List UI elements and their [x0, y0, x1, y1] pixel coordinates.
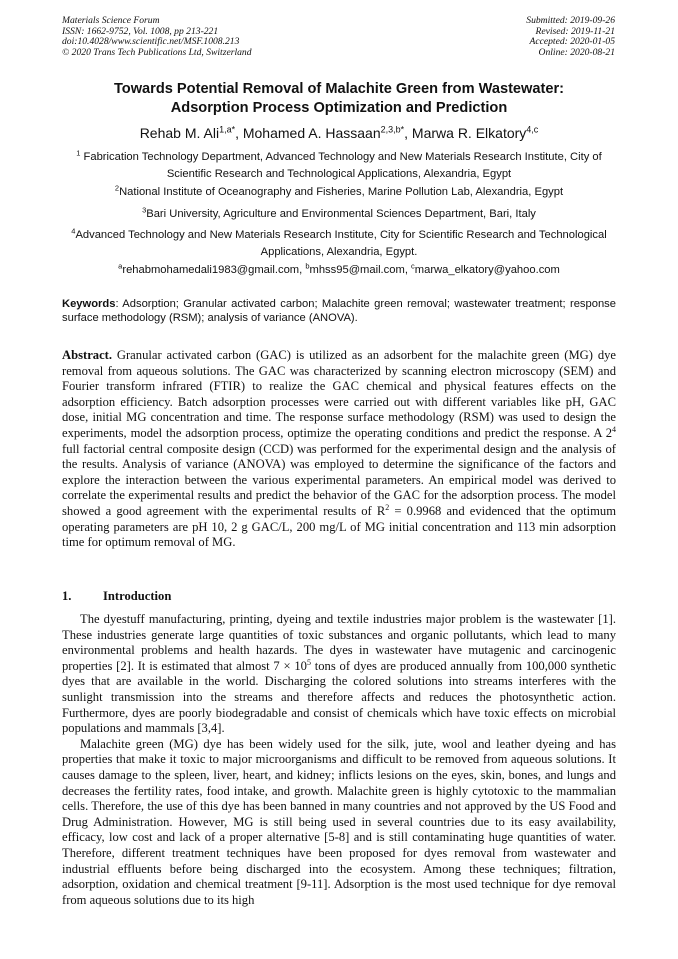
- dates-header: [526, 16, 615, 58]
- email-marker: b: [305, 261, 310, 271]
- keywords-label: Keywords: [62, 298, 116, 310]
- section-heading: [62, 589, 171, 605]
- email-marker: a: [118, 261, 123, 271]
- title-line-2: Adsorption Process Optimization and Prediction: [170, 100, 508, 116]
- affiliation-number: 2: [114, 183, 120, 193]
- introduction-body: [62, 612, 616, 908]
- affiliation-text: Advanced Technology and New Materials Research Institute, City for Scientific Research and Technological Applications, Alexandria, Egypt.: [75, 229, 607, 258]
- online-date: Online: 2020-08-21: [538, 46, 615, 58]
- section-number: 1.: [62, 589, 72, 603]
- affiliation: [60, 227, 618, 260]
- author-name: Mohamed A. Hassaan: [242, 125, 381, 141]
- paragraph: [62, 612, 616, 737]
- paragraph-text: tons of dyes are produced annually from 100,000 synthetic dyes that are available in the world. Discharging the colored solutions into streams interferes with the sunlight transmission into the streams and therefore affects and reduces the photosynthetic action. Furthermore, dyes are poorly biodegradable and consist of chemicals which have toxic effects on microbial populations and mammals [3,4].: [62, 658, 616, 736]
- author-name: Rehab M. Ali: [139, 125, 220, 141]
- email-link[interactable]: rehabmohamedali1983@gmail.com: [122, 264, 300, 276]
- abstract-label: Abstract.: [62, 348, 113, 362]
- affiliation: [60, 149, 618, 182]
- affiliation-number: 1: [76, 148, 81, 158]
- abstract-text: Granular activated carbon (GAC) is utilized as an adsorbent for the malachite green (MG) dye removal from aqueous solutions. The GAC was characterized by scanning electron microscopy (SEM) and Fourier transform infrared (FTIR) to realize the GAC chemical and physical features effects on the adsorption efficiency. Batch adsorption processes were carried out with different variables like pH, GAC dose, initial MG concentration and time. The response surface methodology (RSM) was used to design the experiments, model the adsorption process, optimize the operating conditions and predict the response. A 2: [62, 348, 616, 440]
- issn-line: ISSN: 1662-9752, Vol. 1008, pp 213-221: [62, 25, 219, 37]
- title-line-1: Towards Potential Removal of Malachite Green from Wastewater:: [113, 81, 565, 97]
- paper-title: [40, 80, 638, 118]
- submitted-date: Submitted: 2019-09-26: [526, 15, 615, 26]
- revised-date: Revised: 2019-11-21: [535, 25, 615, 37]
- affiliation: [60, 184, 618, 201]
- author-list: Rehab M. Ali$^{1,a*}$, Mohamed A. Hassaan$^{2,3,b*}$, Marwa R. Elkatory$^{4,c}$: [139, 124, 539, 141]
- paragraph-text: The dyestuff manufacturing, printing, dyeing and textile industries major problem is the wastewater [1]. These industries generate large quantities of toxic substances and organic pollutants, which lead to many environmental problems and health hazards. The dyes in wastewater have mutagenic and carcinogenic properties [2]. It is estimated that almost 7 × 10: [62, 612, 616, 673]
- affiliation-text: Bari University, Agriculture and Environmental Sciences Department, Bari, Italy: [146, 208, 536, 220]
- affiliation: [60, 206, 618, 223]
- abstract-text: full factorial central composite design (CCD) was performed for the experimental design and the analysis of the results. Analysis of variance (ANOVA) was employed to determine the significance of the factors and explore the interaction between the various experimental parameters. An empirical model was derived to correlate the experimental results and predict the behavior of the GAC for the adsorption process. The model showed a good agreement with the experimental results of R: [62, 441, 616, 518]
- affiliation-number: 3: [142, 205, 147, 215]
- email-link[interactable]: marwa_elkatory@yahoo.com: [414, 264, 560, 276]
- journal-header: [62, 16, 252, 58]
- section-title: Introduction: [103, 589, 172, 603]
- author-superscript: 2,3,b*: [380, 124, 405, 135]
- doi-line[interactable]: doi:10.4028/www.scientific.net/MSF.1008.213: [62, 36, 240, 48]
- affiliation-text: National Institute of Oceanography and Fisheries, Marine Pollution Lab, Alexandria, Egypt: [119, 186, 564, 198]
- abstract: [62, 348, 616, 551]
- author-superscript: 4,c: [526, 124, 539, 135]
- keywords: [62, 297, 616, 325]
- affiliation-text: Fabrication Technology Department, Advanced Technology and New Materials Research Institute, City of Scientific Research and Technological Applications, Alexandria, Egypt: [83, 151, 602, 180]
- journal-name: Materials Science Forum: [62, 15, 160, 26]
- author-name: Marwa R. Elkatory: [411, 125, 527, 141]
- copyright-line: © 2020 Trans Tech Publications Ltd, Switzerland: [62, 46, 252, 58]
- email-marker: c: [411, 261, 415, 271]
- email-list: $^a$rehabmohamedali1983@gmail.com, $^b$mhss95@mail.com, $^c$marwa_elkatory@yahoo.com: [118, 261, 560, 276]
- accepted-date: Accepted: 2020-01-05: [529, 36, 615, 48]
- affiliation-number: 4: [71, 226, 76, 236]
- exponent: 5: [306, 657, 311, 667]
- abstract-superscript: 4: [612, 424, 616, 434]
- paragraph: Malachite green (MG) dye has been widely used for the silk, jute, wool and leather dyeing and has properties that make it toxic to major microorganisms and difficult to be removed from aqueous solutions. It causes damage to the spleen, liver, heart, and kidney; inflicts lesions on the eyes, skin, bones, and lungs and decreases the fertility rates, food intake, and growth. Malachite green is highly cytotoxic to the mammalian cells. Therefore, the use of this dye has been banned in many countries and not approved by the US Food and Drug Administration. However, MG is still being used in several countries due to its easy availability, efficacy, low cost and lack of a proper alternative [5-8] and is still contaminating huge quantities of water. Therefore, different treatment techniques have been proposed for dyes removal from wastewater and industrial effluents before being discharged into the ecosystem. Among these techniques; filtration, adsorption, oxidation and chemical treatment [9-11]. Adsorption is the most used technique for dye removal from aqueous solutions due to its high: [62, 736, 616, 907]
- abstract-text: = 0.9968 and evidenced that the optimum operating parameters are pH 10, 2 g GAC/L, 200 mg/L of MG initial concentration and 113 min adsorption time for optimum removal of MG.: [62, 503, 617, 550]
- email-link[interactable]: mhss95@mail.com: [309, 264, 405, 276]
- author-superscript: 1,a*: [219, 124, 236, 135]
- keywords-text: : Adsorption; Granular activated carbon; Malachite green removal; wastewater treatment; response surface methodology (RSM); analysis of variance (ANOVA).: [62, 298, 616, 324]
- abstract-superscript: 2: [385, 502, 390, 512]
